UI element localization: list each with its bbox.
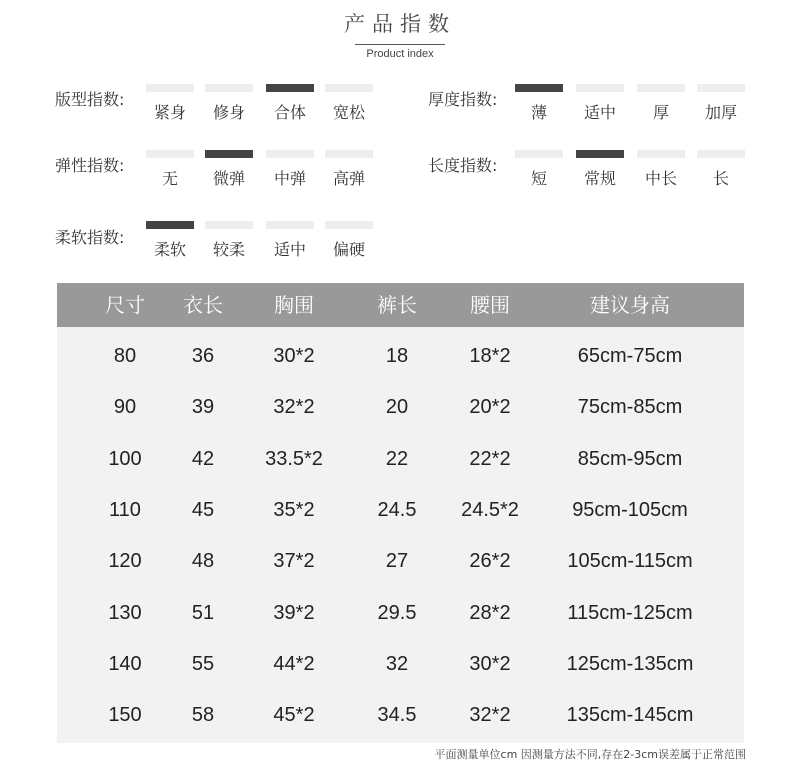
index-option-label: 无: [161, 169, 178, 188]
page-title: 产品指数: [344, 12, 456, 36]
index-option-label: 较柔: [212, 240, 245, 259]
table-cell: 95cm-105cm: [572, 498, 688, 521]
table-cell: 28*2: [469, 601, 511, 624]
table-cell: 120: [108, 550, 142, 573]
index-option: [637, 150, 685, 189]
table-row: [57, 485, 744, 536]
size-table: [57, 283, 744, 743]
indicator-bar: [146, 84, 194, 92]
title-divider: [355, 44, 445, 45]
selected-indicator-bar: [515, 84, 563, 92]
table-cell: 22*2: [469, 447, 511, 470]
index-label: 版型指数:: [55, 90, 125, 109]
index-option-selected: [205, 150, 253, 189]
table-row: [57, 588, 744, 639]
column-header: 胸围: [274, 293, 314, 317]
index-option: [146, 150, 194, 189]
table-cell: 75cm-85cm: [577, 396, 683, 419]
table-cell: 42: [191, 447, 215, 470]
indicator-bar: [325, 150, 373, 158]
column-header: 尺寸: [105, 293, 145, 317]
table-cell: 140: [108, 652, 142, 675]
index-option-label: 适中: [273, 240, 306, 259]
table-cell: 39*2: [273, 601, 315, 624]
index-option: [325, 84, 373, 123]
selected-indicator-bar: [576, 150, 624, 158]
table-cell: 20*2: [469, 396, 511, 419]
index-option: [637, 84, 685, 123]
table-cell: 30*2: [469, 652, 511, 675]
index-option-label: 短: [530, 169, 547, 188]
table-cell: 130: [108, 601, 142, 624]
index-option-label: 适中: [583, 103, 616, 122]
table-row: [57, 536, 744, 587]
table-cell: 36: [191, 345, 215, 367]
table-cell: 18*2: [469, 345, 511, 367]
table-cell: 18: [385, 345, 409, 367]
indicator-bar: [515, 150, 563, 158]
index-option-label: 长: [712, 169, 729, 188]
indicator-bar: [637, 150, 685, 158]
column-header: 衣长: [183, 293, 223, 317]
table-cell: 35*2: [273, 498, 315, 521]
page-header: [0, 8, 800, 60]
table-cell: 125cm-135cm: [566, 652, 694, 675]
table-row: [57, 382, 744, 433]
table-row: [57, 690, 744, 741]
index-option-selected: [576, 150, 624, 189]
selected-indicator-bar: [266, 84, 314, 92]
measurement-footnote: 平面测量单位cm 因测量方法不同,存在2-3cm误差属于正常范围: [434, 748, 746, 761]
index-option-label: 柔软: [153, 240, 186, 259]
page-subtitle: Product index: [366, 48, 434, 60]
indicator-bar: [146, 150, 194, 158]
indicator-bar: [266, 221, 314, 229]
table-row: [57, 434, 744, 485]
table-cell: 32*2: [469, 704, 511, 727]
index-option: [576, 84, 624, 123]
indicator-bar: [205, 221, 253, 229]
index-option-label: 宽松: [332, 103, 365, 122]
index-option-label: 高弹: [332, 169, 365, 188]
table-cell: 58: [191, 704, 215, 727]
table-cell: 105cm-115cm: [567, 550, 693, 573]
table-cell: 135cm-145cm: [566, 704, 694, 727]
table-cell: 32: [385, 652, 409, 675]
index-option-label: 修身: [212, 103, 245, 122]
selected-indicator-bar: [205, 150, 253, 158]
index-label: 柔软指数:: [55, 228, 125, 247]
index-option: [205, 221, 253, 260]
indicator-bar: [637, 84, 685, 92]
table-cell: 27: [385, 550, 409, 573]
table-cell: 20: [385, 396, 409, 419]
index-label: 长度指数:: [428, 156, 498, 175]
index-option-label: 中长: [644, 169, 677, 188]
index-option: [697, 84, 745, 123]
selected-indicator-bar: [146, 221, 194, 229]
index-label: 弹性指数:: [55, 156, 125, 175]
table-cell: 45*2: [273, 704, 315, 727]
table-cell: 26*2: [469, 550, 511, 573]
column-header: 腰围: [470, 293, 510, 317]
table-cell: 33.5*2: [265, 447, 323, 470]
table-cell: 100: [108, 447, 142, 470]
indicator-bar: [697, 84, 745, 92]
table-row: [57, 639, 744, 690]
table-cell: 29.5: [377, 601, 417, 624]
index-option-selected: [515, 84, 563, 123]
indicator-bar: [266, 150, 314, 158]
table-cell: 55: [191, 652, 215, 675]
index-option: [515, 150, 563, 189]
indicator-bar: [576, 84, 624, 92]
table-cell: 85cm-95cm: [577, 447, 683, 470]
index-option-label: 微弹: [212, 169, 245, 188]
table-cell: 150: [108, 704, 142, 727]
index-option-label: 偏硬: [332, 240, 365, 259]
index-option: [205, 84, 253, 123]
table-cell: 34.5: [377, 704, 417, 727]
index-option-label: 中弹: [273, 169, 306, 188]
table-cell: 37*2: [273, 550, 315, 573]
column-header: 建议身高: [590, 293, 670, 317]
index-option: [266, 150, 314, 189]
index-label: 厚度指数:: [428, 90, 498, 109]
table-cell: 22: [385, 447, 409, 470]
index-option-label: 紧身: [153, 103, 186, 122]
index-option: [325, 221, 373, 260]
table-cell: 44*2: [273, 652, 315, 675]
index-option-label: 合体: [273, 103, 306, 122]
table-cell: 48: [191, 550, 215, 573]
index-option-selected: [266, 84, 314, 123]
index-option-label: 厚: [652, 103, 669, 122]
index-option-label: 薄: [530, 103, 547, 122]
index-option: [266, 221, 314, 260]
index-option: [697, 150, 745, 189]
index-option: [146, 84, 194, 123]
table-cell: 115cm-125cm: [567, 601, 693, 624]
index-option-label: 加厚: [704, 103, 737, 122]
table-cell: 24.5: [377, 498, 417, 521]
table-row: [57, 331, 744, 382]
indicator-bar: [205, 84, 253, 92]
table-cell: 39: [191, 396, 215, 419]
table-cell: 80: [113, 345, 137, 367]
column-header: 裤长: [377, 293, 417, 317]
indicator-bar: [325, 221, 373, 229]
indicator-bar: [697, 150, 745, 158]
table-cell: 110: [109, 498, 141, 521]
index-option: [325, 150, 373, 189]
table-cell: 90: [113, 396, 137, 419]
table-cell: 51: [191, 601, 215, 624]
table-cell: 24.5*2: [461, 498, 519, 521]
size-table-header: [57, 283, 744, 327]
table-cell: 65cm-75cm: [577, 345, 683, 367]
table-cell: 32*2: [273, 396, 315, 419]
index-option-label: 常规: [583, 169, 616, 188]
indicator-bar: [325, 84, 373, 92]
table-cell: 30*2: [273, 345, 315, 367]
table-cell: 45: [191, 498, 215, 521]
index-option-selected: [146, 221, 194, 260]
